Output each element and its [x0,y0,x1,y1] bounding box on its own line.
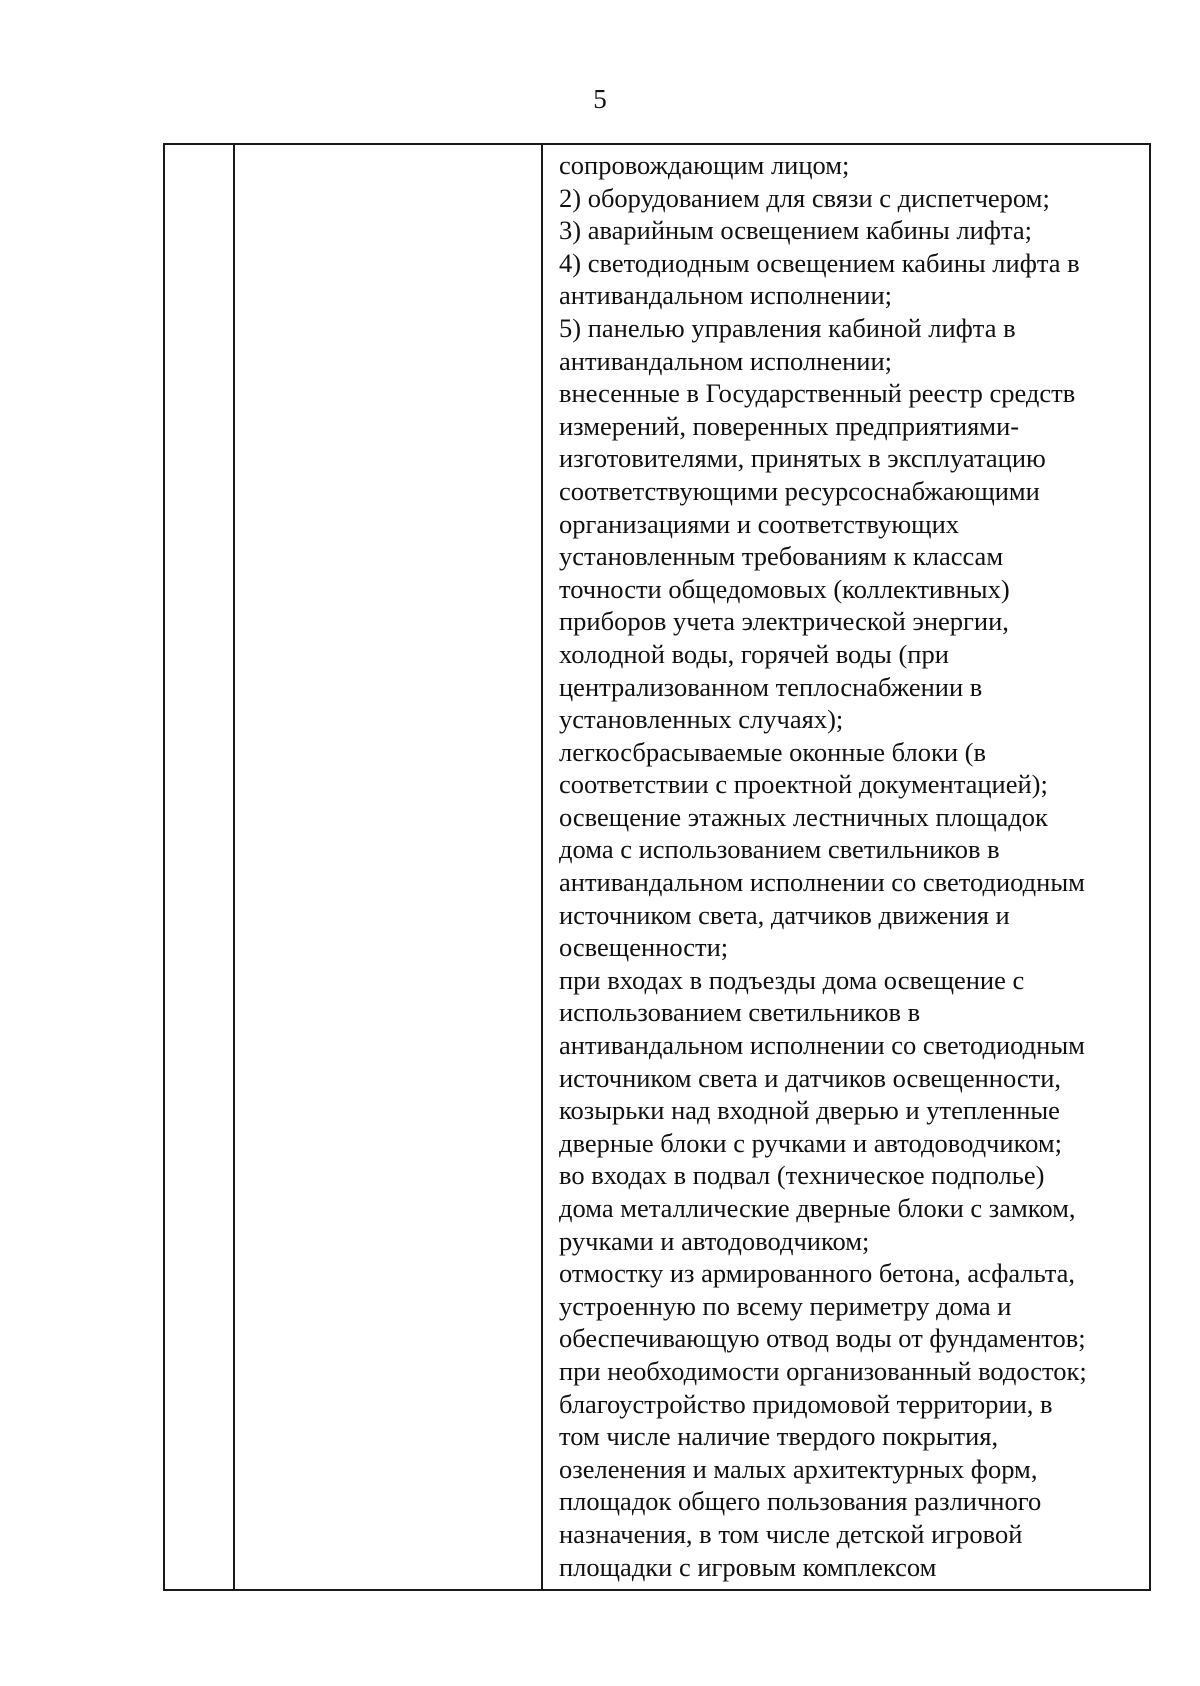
table-cell-name [235,145,543,1589]
text-line: источником света и датчиков освещенности, [559,1062,1062,1093]
text-line: установленным требованиям к классам [559,541,1004,572]
text-line: антивандальном исполнении со светодиодным [559,1030,1085,1061]
table-cell-requirements [543,145,1149,1589]
text-line: антивандальном исполнении; [559,280,893,311]
text-line: холодной воды, горячей воды (при [559,638,949,669]
text-line: 3) аварийным освещением кабины лифта; [559,215,1032,246]
text-line: измерений, поверенных предприятиями- [559,410,1020,441]
text-line: устроенную по всему периметру дома и [559,1290,1012,1321]
text-line: приборов учета электрической энергии, [559,606,1009,637]
text-line: 5) панелью управления кабиной лифта в [559,312,1016,343]
text-line: легкосбрасываемые оконные блоки (в [559,736,986,767]
text-line: освещенности; [559,932,729,963]
text-line: соответствующими ресурсоснабжающими [559,475,1040,506]
text-line: при необходимости организованный водосток; [559,1355,1087,1386]
text-line: централизованном теплоснабжении в [559,671,983,702]
text-line: назначения, в том числе детской игровой [559,1518,1023,1549]
text-line: точности общедомовых (коллективных) [559,573,1010,604]
text-line: 4) светодиодным освещением кабины лифта в [559,247,1080,278]
text-line: антивандальном исполнении; [559,345,893,376]
text-line: благоустройство придомовой территории, в [559,1388,1053,1419]
text-line: дома с использованием светильников в [559,834,1000,865]
text-line: использованием светильников в [559,997,921,1028]
text-line: дома металлические дверные блоки с замком, [559,1193,1076,1223]
text-line: внесенные в Государственный реестр средств [559,378,1076,409]
text-line: антивандальном исполнении со светодиодным [559,867,1085,898]
text-line: озеленения и малых архитектурных форм, [559,1453,1038,1484]
text-line: ручками и автодоводчиком; [559,1225,870,1256]
text-line: при входах в подъезды дома освещение с [559,964,1025,995]
text-line: площадки с игровым комплексом [559,1551,937,1582]
text-line: площадок общего пользования различного [559,1486,1042,1517]
text-line: обеспечивающую отвод воды от фундаментов; [559,1323,1086,1354]
text-line: во входах в подвал (техническое подполье) [559,1160,1045,1191]
text-line: козырьки над входной дверью и утепленные [559,1095,1060,1126]
text-line: освещение этажных лестничных площадок [559,801,1048,832]
text-line: том числе наличие твердого покрытия, [559,1421,999,1452]
text-line: организациями и соответствующих [559,508,960,539]
text-line: изготовителями, принятых в эксплуатацию [559,443,1046,474]
document-table [163,143,1151,1591]
text-line: дверные блоки с ручками и автодоводчиком; [559,1127,1062,1158]
table-cell-number [165,145,235,1589]
text-line: источником света, датчиков движения и [559,899,1010,930]
text-line: сопровождающим лицом; [559,150,850,180]
text-line: отмостку из армированного бетона, асфальта, [559,1258,1076,1289]
text-line: соответствии с проектной документацией); [559,769,1048,800]
page-number: 5 [593,84,607,114]
text-line: 2) оборудованием для связи с диспетчером; [559,182,1050,213]
text-line: установленных случаях); [559,704,844,735]
